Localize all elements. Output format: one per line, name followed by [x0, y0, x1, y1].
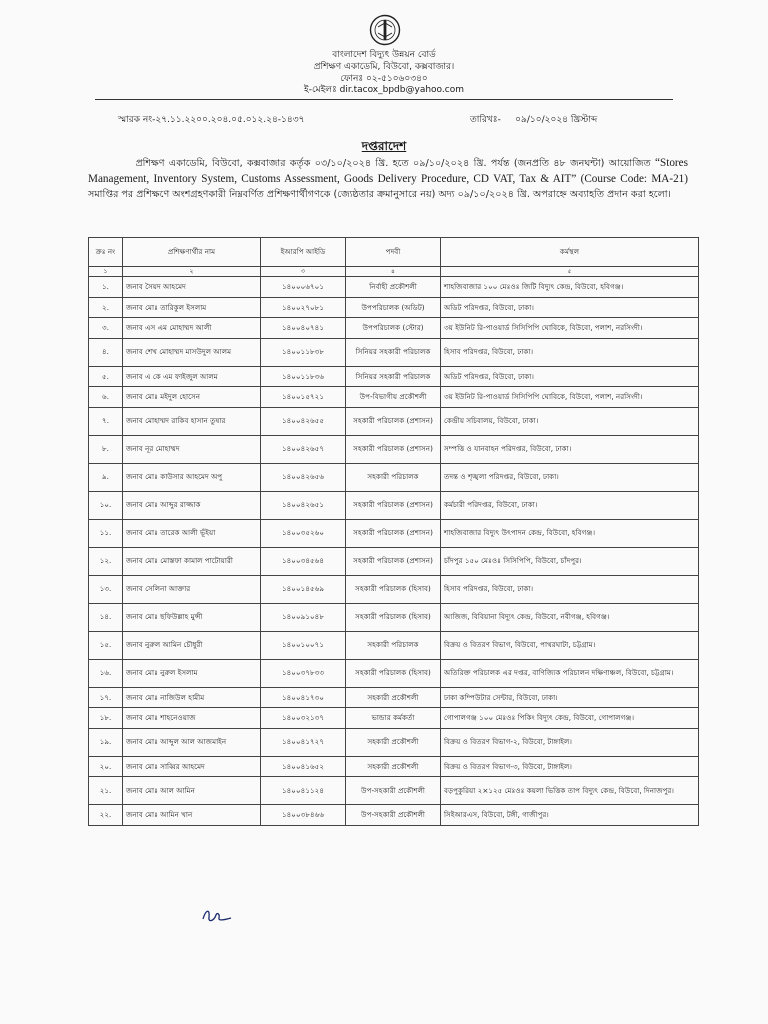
- course-title: “Stores Management, Inventory System, Customs Assessment, Goods Delivery Procedure, CD VAT, Tax & AIT” (Course Code: MA-21): [88, 157, 688, 185]
- erp-id: ১৪০০৪১৭৩০: [261, 687, 346, 708]
- table-row: [89, 338, 699, 366]
- date-value: ০৯/১০/২০২৪ খ্রিস্টাব্দ: [515, 115, 598, 125]
- table-row: [89, 318, 699, 339]
- row-serial: ১১.: [89, 519, 123, 547]
- row-serial: ৯.: [89, 463, 123, 491]
- erp-id: ১৪০০৩৭৮৩৩: [261, 659, 346, 687]
- table-row: [89, 575, 699, 603]
- designation: সহকারী প্রকৌশলী: [346, 756, 441, 777]
- trainee-name: জনাব মোঃ আমিন খান: [123, 805, 261, 826]
- designation: সহকারী পরিচালক (হিসাব): [346, 659, 441, 687]
- designation: সহকারী পরিচালক: [346, 631, 441, 659]
- designation: নির্বাহী প্রকৌশলী: [346, 277, 441, 298]
- erp-id: ১৪০০১৪৫৬৯: [261, 575, 346, 603]
- trainee-name: জনাব মোঃ তারেক আলী ভূঁইয়া: [123, 519, 261, 547]
- phone-number: ফোনঃ ০২-৫১০৬০৩৪০: [340, 74, 428, 84]
- table-row: [89, 777, 699, 805]
- row-serial: ৬.: [89, 387, 123, 408]
- row-serial: ১৯.: [89, 728, 123, 756]
- workplace: আজিজ, বিবিয়ানা বিদ্যুৎ কেন্দ্র, বিউবো, নবীগঞ্জ, হবিগঞ্জ।: [441, 603, 699, 631]
- workplace: অতিরিক্ত পরিচালক এর দপ্তর, বাণিজ্যিক পরিচালন দক্ষিণাঞ্চল, বিউবো, চট্টগ্রাম।: [441, 659, 699, 687]
- row-serial: ৪.: [89, 338, 123, 366]
- col-header-sl: ক্রঃ নং: [89, 238, 123, 267]
- trainee-name: জনাব মোঃ মোস্তফা কামাল পাটোয়ারী: [123, 547, 261, 575]
- row-serial: ১.: [89, 277, 123, 298]
- designation: সহকারী পরিচালক (প্রশাসন): [346, 519, 441, 547]
- trainee-name: জনাব মোহাম্মদ রাকিব হাসান তুষার: [123, 407, 261, 435]
- column-number-row: [89, 267, 699, 277]
- designation: সহকারী পরিচালক (হিসাব): [346, 603, 441, 631]
- table-row: [89, 463, 699, 491]
- memo-date: [470, 112, 597, 127]
- designation: ভান্ডার কর্মকর্তা: [346, 708, 441, 729]
- trainee-name: জনাব মোঃ সাব্বির আহমেদ: [123, 756, 261, 777]
- designation: সহকারী পরিচালক (প্রশাসন): [346, 491, 441, 519]
- trainee-name: জনাব মোঃ মইদুল হোসেন: [123, 387, 261, 408]
- erp-id: ১৪০০১১৮৩৮: [261, 338, 346, 366]
- academy-address: প্রশিক্ষণ একাডেমি, বিউবো, কক্সবাজার।: [313, 62, 455, 72]
- table-row: [89, 728, 699, 756]
- trainee-name: জনাব শেখ মোহাম্মদ মাসউদুল আলম: [123, 338, 261, 366]
- table-header-row: [89, 238, 699, 267]
- col-number: ৫: [441, 267, 699, 277]
- workplace: অডিট পরিদপ্তর, বিউবো, ঢাকা।: [441, 297, 699, 318]
- erp-id: ১৪০০৩৮৪৬৬: [261, 805, 346, 826]
- trainee-name: জনাব মোঃ নাজিউল হামীম: [123, 687, 261, 708]
- erp-id: ১৪০০৪২৬৫১: [261, 491, 346, 519]
- table-row: [89, 805, 699, 826]
- erp-id: ১৪০০০৬৭০১: [261, 277, 346, 298]
- row-serial: ১৮.: [89, 708, 123, 729]
- workplace: ঢাকা কম্পিউটার সেন্টার, বিউবো, ঢাকা।: [441, 687, 699, 708]
- erp-id: ১৪০০৪১৬৫২: [261, 756, 346, 777]
- trainee-name: জনাব মোঃ নুরুল ইসলাম: [123, 659, 261, 687]
- table-row: [89, 387, 699, 408]
- col-header-designation: পদবী: [346, 238, 441, 267]
- row-serial: ১৩.: [89, 575, 123, 603]
- trainee-name: জনাব মোঃ আল আমিন: [123, 777, 261, 805]
- workplace: বড়পুকুরিয়া ২×১২৫ মেঃওঃ কয়লা ভিত্তিক তাপ বিদ্যুৎ কেন্দ্র, বিউবো, দিনাজপুর।: [441, 777, 699, 805]
- designation: সহকারী পরিচালক (প্রশাসন): [346, 435, 441, 463]
- date-label: তারিখঃ-: [470, 115, 501, 125]
- col-header-erp: ইআরপি আইডি: [261, 238, 346, 267]
- signature-icon: [200, 905, 234, 925]
- workplace: সিইআরএস, বিউবো, টঙ্গী, গাজীপুর।: [441, 805, 699, 826]
- erp-id: ১৪০০১৫৭২১: [261, 387, 346, 408]
- erp-id: ১৪০০১০০৭১: [261, 631, 346, 659]
- designation: সহকারী প্রকৌশলী: [346, 728, 441, 756]
- designation: উপপরিচালক (অডিট): [346, 297, 441, 318]
- row-serial: ২২.: [89, 805, 123, 826]
- row-serial: ১৬.: [89, 659, 123, 687]
- intro-text-2: সমাপ্তির পর প্রশিক্ষণে অংশগ্রহণকারী নিম্নবর্ণিত প্রশিক্ষণার্থীগণকে (জ্যেষ্ঠতার ক্রমানুসারে নয়) অদ্য ০৯/১০/২০২৪ খ্রি. অপরাহ্নে অব্যাহতি প্রদান করা হলো।: [88, 189, 671, 200]
- trainee-name: জনাব নূর মোহাম্মদ: [123, 435, 261, 463]
- workplace: হিসাব পরিদপ্তর, বিউবো, ঢাকা।: [441, 338, 699, 366]
- row-serial: ৭.: [89, 407, 123, 435]
- designation: সিনিয়র সহকারী পরিচালক: [346, 366, 441, 387]
- erp-id: ১৪০০৪২৬৫৭: [261, 435, 346, 463]
- org-name: বাংলাদেশ বিদ্যুৎ উন্নয়ন বোর্ড: [332, 50, 436, 60]
- trainee-name: জনাব মোঃ কাউসার আহমেদ অপু: [123, 463, 261, 491]
- intro-text-1: প্রশিক্ষণ একাডেমি, বিউবো, কক্সবাজার কর্তৃক ০৩/১০/২০২৪ খ্রি. হতে ০৯/১০/২০২৪ খ্রি. পর্যন্ত (জনপ্রতি ৪৮ জনঘন্টা) আয়োজিত: [135, 158, 651, 169]
- erp-id: ১৪০০৩২১৩৭: [261, 708, 346, 729]
- trainee-name: জনাব মোঃ তারিকুল ইসলাম: [123, 297, 261, 318]
- row-serial: ৮.: [89, 435, 123, 463]
- trainee-name: জনাব মোঃ শাহনেওয়াজ: [123, 708, 261, 729]
- table-row: [89, 708, 699, 729]
- erp-id: ১৪০০৪২৬৫৫: [261, 407, 346, 435]
- designation: সহকারী পরিচালক (হিসাব): [346, 575, 441, 603]
- row-serial: ২০.: [89, 756, 123, 777]
- col-header-name: প্রশিক্ষণার্থীর নাম: [123, 238, 261, 267]
- bpdb-logo-icon: [369, 14, 401, 46]
- erp-id: ১৪০০৩৪৫৬৪: [261, 547, 346, 575]
- page-title: দপ্তরাদেশ: [361, 139, 407, 153]
- designation: সহকারী প্রকৌশলী: [346, 687, 441, 708]
- designation: উপ-সহকারী প্রকৌশলী: [346, 805, 441, 826]
- table-row: [89, 277, 699, 298]
- row-serial: ১২.: [89, 547, 123, 575]
- workplace: ৩য় ইউনিট রি-পাওয়ার্ড সিসিপিপি ঘোবিকে, বিউবো, পলাশ, নরসিংদী।: [441, 387, 699, 408]
- memo-reference: স্মারক নং-২৭.১১.২২০০.২০৪.০৫.০১২.২৪-১৪৩৭: [118, 115, 305, 125]
- trainee-name: জনাব এ কে এম ফাইজুল আলম: [123, 366, 261, 387]
- table-row: [89, 756, 699, 777]
- workplace: শাহজিবাজার ১০০ মেঃওঃ জিটি বিদ্যুৎ কেন্দ্র, বিউবো, হবিগঞ্জ।: [441, 277, 699, 298]
- designation: সহকারী পরিচালক (প্রশাসন): [346, 547, 441, 575]
- workplace: কর্মচারী পরিদপ্তর, বিউবো, ঢাকা।: [441, 491, 699, 519]
- intro-paragraph: [88, 156, 688, 203]
- erp-id: ১৪০০৪২৬৫৬: [261, 463, 346, 491]
- table-row: [89, 659, 699, 687]
- designation: উপ-সহকারী প্রকৌশলী: [346, 777, 441, 805]
- table-row: [89, 631, 699, 659]
- erp-id: ১৪০০৩৫২৬০: [261, 519, 346, 547]
- trainee-table: [88, 237, 699, 826]
- erp-id: ১৪০০৯১০৪৮: [261, 603, 346, 631]
- trainee-name: জনাব মোঃ ছফিউল্লাহ মুন্সী: [123, 603, 261, 631]
- col-number: ১: [89, 267, 123, 277]
- row-serial: ২.: [89, 297, 123, 318]
- col-number: ৩: [261, 267, 346, 277]
- workplace: বিক্রয় ও বিতরণ বিভাগ-৩, বিউবো, টাঙ্গাইল।: [441, 756, 699, 777]
- workplace: অডিট পরিদপ্তর, বিউবো, ঢাকা।: [441, 366, 699, 387]
- table-row: [89, 687, 699, 708]
- designation: উপপরিচালক (স্টোর): [346, 318, 441, 339]
- workplace: সম্পত্তি ও যানবাহন পরিদপ্তর, বিউবো, ঢাকা।: [441, 435, 699, 463]
- row-serial: ১৫.: [89, 631, 123, 659]
- row-serial: ১০.: [89, 491, 123, 519]
- trainee-name: জনাব মোঃ আব্দুল আল আজমাইন: [123, 728, 261, 756]
- workplace: চাঁদপুর ১৫০ মেঃওঃ সিসিপিপি, বিউবো, চাঁদপুর।: [441, 547, 699, 575]
- table-row: [89, 547, 699, 575]
- table-row: [89, 297, 699, 318]
- trainee-name: জনাব সেলিনা আক্তার: [123, 575, 261, 603]
- trainee-name: জনাব এস এম মোহাম্মদ আলী: [123, 318, 261, 339]
- workplace: বিক্রয় ও বিতরণ বিভাগ-২, বিউবো, টাঙ্গাইল।: [441, 728, 699, 756]
- table-row: [89, 491, 699, 519]
- row-serial: ৫.: [89, 366, 123, 387]
- erp-id: ১৪০০৪০৭৪১: [261, 318, 346, 339]
- col-number: ২: [123, 267, 261, 277]
- workplace: শাহজিবাজার বিদ্যুৎ উৎপাদন কেন্দ্র, বিউবো, হবিগঞ্জ।: [441, 519, 699, 547]
- designation: সিনিয়র সহকারী পরিচালক: [346, 338, 441, 366]
- trainee-name: জনাব মোঃ আব্দুর রাজ্জাক: [123, 491, 261, 519]
- erp-id: ১৪০০২৭০৮১: [261, 297, 346, 318]
- col-number: ৪: [346, 267, 441, 277]
- workplace: কেন্দ্রীয় সচিবালয়, বিউবো, ঢাকা।: [441, 407, 699, 435]
- designation: সহকারী পরিচালক (প্রশাসন): [346, 407, 441, 435]
- workplace: তদন্ত ও শৃঙ্খলা পরিদপ্তর, বিউবো, ঢাকা।: [441, 463, 699, 491]
- trainee-name: জনাব সৈয়দ আহমেদ: [123, 277, 261, 298]
- row-serial: ১৪.: [89, 603, 123, 631]
- row-serial: ২১.: [89, 777, 123, 805]
- table-row: [89, 603, 699, 631]
- workplace: গোপালগঞ্জ ১০০ মেঃওঃ পিকিং বিদ্যুৎ কেন্দ্র, বিউবো, গোপালগঞ্জ।: [441, 708, 699, 729]
- designation: উপ-বিভাগীয় প্রকৌশলী: [346, 387, 441, 408]
- erp-id: ১৪০০১১৮৩৬: [261, 366, 346, 387]
- table-row: [89, 519, 699, 547]
- designation: সহকারী পরিচালক: [346, 463, 441, 491]
- table-row: [89, 407, 699, 435]
- erp-id: ১৪০০৪১৭২৭: [261, 728, 346, 756]
- col-header-workplace: কর্মস্থল: [441, 238, 699, 267]
- header-divider: [95, 99, 673, 100]
- email-address: ই-মেইলঃ dir.tacox_bpdb@yahoo.com: [304, 85, 464, 95]
- trainee-name: জনাব নুরুল আমিন চৌধুরী: [123, 631, 261, 659]
- row-serial: ১৭.: [89, 687, 123, 708]
- workplace: বিক্রয় ও বিতরণ বিভাগ, বিউবো, পাথরঘাটা, চট্টগ্রাম।: [441, 631, 699, 659]
- workplace: হিসাব পরিদপ্তর, বিউবো, ঢাকা।: [441, 575, 699, 603]
- table-row: [89, 366, 699, 387]
- workplace: ৩য় ইউনিট রি-পাওয়ার্ড সিসিপিপি ঘোবিকে, বিউবো, পলাশ, নরসিংদী।: [441, 318, 699, 339]
- row-serial: ৩.: [89, 318, 123, 339]
- table-row: [89, 435, 699, 463]
- erp-id: ১৪০০৪১১২৪: [261, 777, 346, 805]
